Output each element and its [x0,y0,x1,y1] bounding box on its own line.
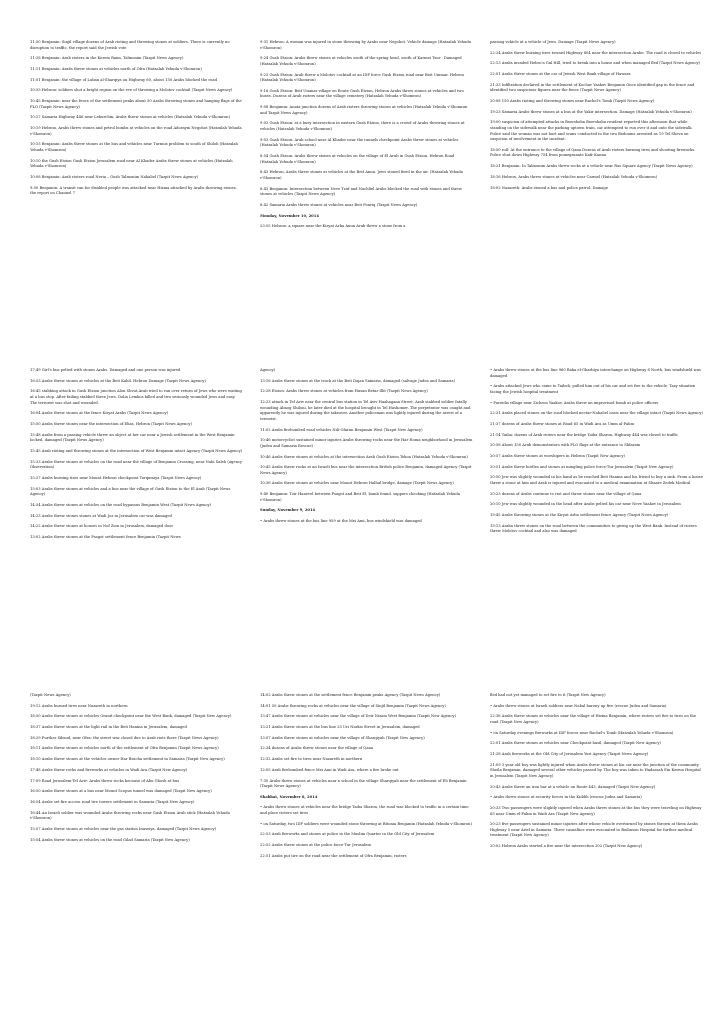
log-entry: 15:54 Arabs threw stones at vehicles on the road Gilad Samaria (Tazpit New Agency) [30,837,190,842]
log-entry: 10:27 Samaria Highway 446 near Leburchin, Arabs threw stones at vehicles (Hatzalah Yehuda v'Shomron) [30,115,230,120]
log-entry: 16:04 Arabs threw stones at the fence Kiryat Arabs (Tazpit News Agency) [30,411,169,416]
log-entry: 10:19 Hebron, Arabs threw stones and petrol bombs at vehicles on the road Adoraym Negohot (Hatzalah Yehuda v'Shomron) [30,126,242,136]
log-entry: 12:32 Arabs set fire to tires near Nazareth in northern [260,757,363,762]
log-entry: 10:10 the Gush Etzion Gush Etzion Jerusalem road near Al Khader Arabs threw stones at vehicles (Hatzalah Yehuda v'Shomron) [30,158,233,169]
log-entry: 15:03 Arabs threw stones at vehicles and a bus near the village of Gush Etzion to the El Arab (Tazpit News Agency) [30,486,231,497]
log-entry: 16:45 stabbing attack in Gush Etzion junction Alon Shvut,Arab tried to run over return of Jews who were waiting at a bus stop. After failing stabbed three Jews. Dalia Lemkos killed and two seriously wounded Jews and easy. The terrorist was shot and wounded. [30,389,242,405]
log-entry: 18:11 Arabs threw stones at vehicles north of the settlement of Ofra Benjamin (Tazpit News Agency) [30,746,219,751]
log-entry: 16:54 Arabs set fire access road tire towers settlement in Samaria (Tazpit New Agency) [30,799,195,804]
log-entry: 8:54 Gush Etzion: Arabs threw stones at vehicles on the village of El Arub in Gush Etzion, Hebron Road (Hatzalah Yehuda v'Shomron) [260,153,455,164]
log-entry: 21:09 3 year old boy was lightly injured when Arabs threw stones at his car near the junction of the community Sheila Benjamin, damaged several other vehicles passed by. The boy was taken to Hadassah Ein Kerem Hospital in Jerusalem (Tazpit New Agency) [490,762,701,778]
log-entry: 18:37 Arabs threw stones at the light rail in the Beit Hanina in Jerusalem, damaged [30,725,187,730]
log-entry: 18:21 Benjamin: In Talmonim Arabs threw rocks at a vehicle near Ras Square Agency (Tazpit News Agency) [490,164,693,169]
text-column-2 [260,368,473,546]
log-entry: 14:02 Arabs threw stones at the settlement fence Benjamin peaks Agency (Tazpit News Agency) [260,693,441,697]
log-entry: 20:51 Arabs threw bottles and stones at mingling police force-Tur Jerusalem (Tazpit New Agency) [490,464,674,469]
log-entry: 11:50 Benjamin: Sinjil village dozens of Arab rioting and throwing stones at soldiers. There is currently no disruption to traffic, the report said the Jewish vote [30,40,230,50]
log-entry: 20:58 About 150 Arab demonstrators with PLO flags at the entrance to Shfaram [490,443,641,448]
log-entry: 10:45 Benjamin: near the fence of the settlement peaks about 50 Arabs throwing stones and hanging flags of the PLO (Tazpit News Agency) [30,99,242,109]
log-entry: 9:03 Gush Etzion: at a busy intersection in eastern Gush Etzion, there is a crowd of Arabs throwing stones at vehicles (Hatzalah Yehuda v'Shomron) [260,121,465,131]
date-heading: Shabbat, November 8, 2014 [260,794,318,799]
log-entry: 12:23 attack in Tel Aviv near the central bus station in Tel Aviv Haahagana Street. Arab stabbed soldier fatally wounding Almog Shiloni, he later died at the hospital brought in Tel Hashomer. The perpetrator was caught and apparently he was injured during the takeover. Another policeman was lightly injured during the arrest of a terrorist. [260,400,471,421]
log-entry: 20:23 dozens of Arabs continue to riot and throw stones near the village of Qana [490,491,642,496]
log-entry: Agency) [260,368,276,372]
log-entry: 11:02 Arabs firebombed road vehicles Nili-Ofarim Benjamin West (Tazpit New Agency) [260,427,423,432]
log-entry: fled had not yet managed to set fire to it (Tazpit New Agency) [490,693,606,697]
log-entry: 22:53 Arab fireworks and stones at police in the Muslim Quarter in the Old City of Jerusalem [260,832,435,837]
log-entry: 22:36 Arabs threw stones at vehicles near the village of Hizma Benjamin, where rioters set fire to tires on the road (Tazpit New Agency) [490,714,696,724]
log-entry: 18:02 Nazareth: Arabs stoned a bus and police patrol. Damage [490,185,608,190]
log-entry: 14:23 Arabs threw stones stones at Wadi Joz in Jerusalem car was damaged [30,513,172,518]
log-entry: 21:37 dozens of Arabs threw stones at Road 65 in Wadi Ara as Umm al-Fahm [490,421,634,426]
log-entry: • Arabs threw stones at vehicles near the bridge Taiba Sharon, the road was blocked to traffic in a certain time and place rioters set tires [260,805,469,816]
log-entry: 19:23 Samaria Arabs threw stones at a bus at the Yakir intersection. Damage (Hatzalah Yehuda v'Shomron) [490,109,692,114]
log-entry: 10:36 Arabs threw stones at vehicles near Mount Hebron Halhul bridge, damage (Tazpit News Agency) [260,481,454,486]
log-entry: 13:21 Arabs threw stones at the bus line 25 Uri Narkis Street in Jerusalem, damaged [260,725,420,730]
log-entry: 15:33 Arabs threw stones at vehicles on the road near the village of Benjamin Crossing, near Nabi Saleh (agency Observation) [30,459,243,470]
log-entry: 10:08 Benjamin: Arab rioters road Neria – Gush Talmonim Nahaliel (Tazpit News Agency) [30,174,199,179]
text-column-2 [260,693,473,865]
log-entry: 7:30 Arabs threw stones at vehicles near a school in the village Sharqiyah near the settlement of Eli Benjamin (Tazpit News Agency) [260,778,467,789]
log-entry: 21:33 Infiltration declared in the settlement of Kochav Yaakov Benjamin Once identified gap in the fence and identified two suspicious figures near the fence (Tazpit News Agency) [490,82,695,93]
log-entry: 10:46 Arabs threw stones at vehicles at the intersection Arab Gush Etzion Tekoa (Hatzalah Yehuda v'Shomron) [260,454,468,459]
text-column-1 [30,693,243,865]
log-entry: 9:40 Benjamin: Tzir Hanevel between Psagot and Beit El, bomb found. sappers checking (Hatzalah Yehuda v'Shomron) [260,492,460,502]
log-entry: • on Saturday evenings fireworks at IDF forces near Rachel's Tomb (Hatzalah Yehuda v'Shomron) [490,730,674,735]
log-entry: 20:50 Jew was slightly wounded in his hand as he reached Beit Hanina and his friend to buy a sink. From a house threw a stone at him and Arab is injured and evacuated to a medical examination at Shaare Zedek Medical [490,475,703,485]
log-entry: 10:15 Benjamin: Arabs threw stones at the bus and vehicles near Turmus problem to south of Shiloh (Hatzalah Yehuda v'Shomron) [30,142,238,152]
log-entry: 8:43 Benjamin: Intersection between Neve Tzuf and Nachliel Arabs blocked the road with stones and threw stones at vehicles (Tazpit News Agency) [260,186,462,197]
log-entry: • Arabs threw stones at the bus line 960 Baka el-Gharbiya interchange on Highway 6 North, bus windshield was damaged [490,368,701,378]
log-entry: 14:01 50 Arabs throwing rocks at vehicles near the village of Sinjil Benjamin (Tazpit News Agency) [260,703,446,708]
page-band-1 [0,40,724,235]
log-entry: 9:31 Hebron: A woman was injured in stone throwing by Arabs near Negohot. Vehicle damage (Hatzalah Yehuda v'Shomron) [260,40,471,50]
log-entry: 15:48 Arabs from a passing vehicle threw an object at her car near a Jewish settlement in the West Benjamin locked, damaged (Tazpit News Agency) [30,432,235,443]
log-entry: • Arabs threw stones at security forces in the Kiddih (rescue Judea and Samaria) [490,795,642,800]
log-entry: 20:10 Jew was slightly wounded in the head after Arabs pelted his car near Neve Yaakov in Jerusalem [490,502,681,507]
log-entry: 19:12 Arabs burned tires near Nazareth in northern [30,703,128,708]
log-entry: 21:28 Arab fireworks at the Old City of Jerusalem Yuri Agency (Tazpit News Agency) [490,752,649,757]
log-entry: 11:28 Benjamin: Arab rioters in the Kerem Raim, Talmonim (Tazpit News Agency) [30,56,184,61]
log-entry: 15:57 Arabs threw stones at vehicles near the gas station Inuseiya, damaged (Tazpit News Agency) [30,826,217,831]
log-entry: 9:50 Benjamin: A transit van for disabled people was attacked near Hizma attacked by Arabs throwing stones, the report on Channel 7 [30,185,237,196]
log-entry: 8:42 Samaria Arabs threw stones at vehicles near Beit Fouriq (Tazpit News Agency) [260,202,418,207]
log-entry: 20:23 five passengers sustained minor injuries after whose vehicle overturned by stones thrown at them Arabs Highway 5 near Ariel in Samaria. Three casualties were evacuated to Beilinson Hospital for further medical treatment (Tazpit New Agency) [490,822,698,838]
log-entry: 16:50 Arabs threw stones at a bus near Mount Scopus tunnel was damaged (Tazpit New Agency) [30,789,212,794]
log-entry: • Arabs attacked Jews who came to Taibeh, pulled him out of his car and set fire to the vehicle. Tazy situation facing the Jewish hospital treatment [490,384,696,394]
log-entry: 20:08 150 Arabs rioting and throwing stones near Rachel's Tomb (Tazpit News Agency) [490,99,654,104]
text-column-3 [490,368,703,546]
text-column-2 [260,40,473,235]
log-entry: 15:50 Arabs threw stones near the intersection of Elias, Hebron (Tazpit News Agency) [30,421,192,426]
log-entry: 18:10 Arabs threw stones at the vehicles owner Har Bracha settlement in Samaria (Tazpit New Agency) [30,757,225,762]
log-entry: 20:33 Two passengers were slightly injured when Arabs threw stones at the bus they were traveling on Highway 65 near Umm el-Fahm in Wadi Ara (Tazpit New Agency) [490,805,702,816]
page-band-2 [0,368,724,546]
log-entry: 13:02 Arabs threw stones at the Psagot settlement fence Benjamin (Tazpit News [30,534,181,539]
log-entry: 19:00 suspicion of attempted attacks in Beersheba Beersheba resident reported this afternoon that while standing on the sidewalk near the parking uptown train, car attempted to run over it and onto the sidewalk. Police said the woman was not hurt and scans conducted in the two Bedouins arrested as 19 Tel Sheva on suspicion of involvement in the incident. [490,120,693,142]
log-entry: 13:47 Arabs threw stones at vehicles near the village of Deir Nizam West Benjamin (Tazpit New Agency) [260,714,456,719]
text-column-3 [490,40,703,235]
log-entry: 13:16 Arabs threw stones at the truck at the Beit Dajan Samaria, damaged (salvage Judea and Samaria) [260,378,455,383]
log-entry: 22:01 Arabs threw stones at the car of Jewish West Bank village of Hawara [490,72,631,77]
log-entry: 10:55 Hebron: soldiers shot a bright region on the eve of throwing a Molotov cocktail (Tazpit News Agency) [30,88,233,93]
text-column-1 [30,40,243,235]
log-entry: 9:03 Gush Etzion: Arab school near Al Khader near the tunnels checkpoint Arabs threw stones at vehicles (Hatzalah Yehuda v'Shomron) [260,137,459,148]
log-entry: 22:13 Arabs invaded Hebro'a Gal Hill, tried to break into a house and when managed fled (Tazpit News Agency) [490,61,701,66]
log-entry: 22:31 Arabs placed stones on the road blocked nectar-Nahaliel oasis near the village intact (Tazpit News Agency) [490,411,703,416]
log-entry: 12:28 Etzion: Arabs threw stones at vehicles from Husan Betar Illit (Tazpit News Agency) [260,389,428,394]
log-entry: • Arabs threw stones at the bus line 959 at the Mei Ami, bus windshield was damaged [260,519,422,524]
log-entry: 15:45 Arab rioting and throwing stones at the intersection of West Benjamin intact Agency (Tazpit News Agency) [30,448,243,453]
log-entry: • Arabs threw stones at Israeli soldiers near Nabal barony up five (rescue Judea and Samaria) [490,703,667,708]
log-entry: 11:01 Benjamin: the village of Luban al-Sharqiya on Highway 60, about 150 Arabs blocked the road [30,77,217,82]
log-entry: 20:57 Arabs threw stones at worshipers in Hebron (Tazpit New Agency) [490,454,625,458]
log-entry: • on Saturday, two IDF soldiers were wounded stone throwing at Bitonia Benjamin (Hatzalah Yehuda v'Shomron) [260,821,472,826]
log-entry: passing vehicle at a vehicle of Jews. Damage (Tazpit News Agency) [490,40,616,44]
log-entry: 22:01 Arabs threw stones at vehicles near Checkpoint basil, damaged (Tazpit New Agency) [490,741,661,746]
log-entry: 18:29 Further Sibsud, near Ofra: the street was closed due to Arab riots there (Tazpit News Agency) [30,735,219,740]
log-entry: 19:13 Araba threw stones on the road between the communities to giving up the West Bank. Instead of rioters threw Molotov cocktail and also was damaged [490,523,697,534]
log-entry: (Tazpit News Agency) [30,693,71,697]
log-entry: 17:49 Girl's bus pelted with stones Arabs. Damaged and one person was injured [30,368,181,372]
log-entry: 9:24 Gush Etzion: Arabs threw stones at vehicles south of the spring head, south of Karmei Tsur . Damaged (Hatzalah Yehuda v'Shomron) [260,56,462,66]
log-entry: 18:50 roll: At the entrance to the village of Qana Dozens of Arab rioters burning tires and shooting fireworks. Police shut down Highway 754 from pomegranate Kafr Kanna [490,147,696,158]
log-entry: 8:43 Hebron, Arabs threw stones at vehicles at the Beit Anun. Jews stoned fired in the air. (Hatzalah Yehuda v'Shomron) [260,170,463,180]
page-band-3 [0,693,724,865]
log-entry: 10:45 Arabs threw rocks at an Israeli bus near the intersection British police Benjamin, damaged Agency (Tazpit News Agency) [260,465,472,475]
log-entry: 21:14 Taiba: dozens of Arab rioters near the bridge Taiba Sharon, Highway 444 was closed to traffic [490,432,679,437]
date-heading: Monday, November 10, 2014 [260,213,319,218]
log-entry: 9:23 Gush Etzion: Arab threw a Molotov cocktail at an IDF force Gush Etzion road near Beit Ummar. Hebron (Hatzalah Yehuda v'Shomron) [260,72,464,83]
log-entry: 22:24 Arabs threw burning tires toward Highway 804 near the intersection Arabe. The road is closed to vehicles [490,50,702,55]
log-entry: 22:52 Arabs threw stones at the police force-Tur Jerusalem [260,843,371,848]
log-entry: 18:50 Arabs threw stones at vehicles Oranit checkpoint near the West Bank, damaged (Tazpit New Agency) [30,714,232,719]
log-entry: 14:54 Arabs threw stones at vehicles on the road bypassus Benjamin West (Tazpit News Agency) [30,502,212,507]
log-entry: 10:46 motorcyclist sustained minor injuries Arabs throwing rocks near the Har Homa neighborhood in Jerusalem (Judea and Samaria Rescue) [260,438,473,448]
log-entry: 16:44 An Israeli soldier was wounded Arabs throwing rocks near Gush Etzion Arab stick (Hatzalah Yehuda v'Shomron) [30,810,230,821]
log-entry: 20:43 Arabs threw an iron bar at a vehicle on Route 443, damaged (Tazpit New Agency) [490,784,656,789]
log-entry: 16:53 Arabs threw stones at vehicles at the Beit Kahil. Hebron Damage (Tazpit News Agency) [30,378,206,383]
log-entry: 22:51 Arabs put tire on the road near the settlement of Ofra Benjamin, rioters [260,853,407,858]
log-entry: 20:02 Hebron Arabs started a fire near the intersection 202 (Tazpit New Agency) [490,844,643,849]
date-heading: Sunday, November 9, 2014 [260,508,316,513]
log-entry: 12:34 dozens of Arabs threw stones near the village of Qana [260,746,374,751]
text-column-3 [490,693,703,865]
log-entry: 23:55 Hebron: a square near the Kiryat Arba Anun Arab threw a stone from a [260,224,406,229]
log-entry: • Pureidis village near Zichron Yaakov, Arabs threw an improvised bomb at police officers [490,400,659,405]
log-entry: 9:16 Gush Etzion: Beit Ummar village on Route Gush Etzion, Hebron Arabs threw stones at vehicles and two buses. Dozens of Arab rioters near the village cemetery (Hatzalah Yehuda v'Shomron) [260,88,464,99]
log-entry: 13:07 Arabs threw stones at vehicles near the village of Sharqiyah (Tazpit New Agency) [260,735,425,740]
log-entry: 15:27 Arabs burning tires near Mount Hebron checkpoint Tarqumiya (Tazpit News Agency) [30,475,202,480]
log-entry: 17:09 Road Jerusalem-Tel Aviv: Arabs threw rocks because of Abu Ghosh at bus [30,778,180,783]
log-entry: 11:11 Benjamin: Arabs threw stones at vehicles north of Ofra (Hatzalah Yehuda v'Shomron) [30,66,202,71]
log-entry: 17:48 Arabs threw rocks and fireworks at vehicles in Wadi Ara (Tazpit New Agency) [30,767,188,772]
text-column-1 [30,368,243,546]
log-entry: 18:16 Hebron, Arabs threw stones at vehicles near Carmel (Hatzalah Yehuda v'Shomron) [490,174,658,179]
log-entry: 9:08 Benjamin: Anata junction dozens of Arab rioters throwing stones at vehicles (Hatzalah Yehuda v'Shomron and Tazpit News Agency) [260,105,468,115]
log-entry: 19:45 Arabs throwing stones at the Kiryat Arba settlement fence Agency (Tazpit News Agency) [490,513,669,518]
log-entry: 14:22 Arabs threw stones at houses in Nof Zion in Jerusalem, damaged door [30,524,174,529]
log-entry: 12:05 Arab firebombed fence Mei Ami in Wadi Ara, where a fire broke out [260,767,399,772]
